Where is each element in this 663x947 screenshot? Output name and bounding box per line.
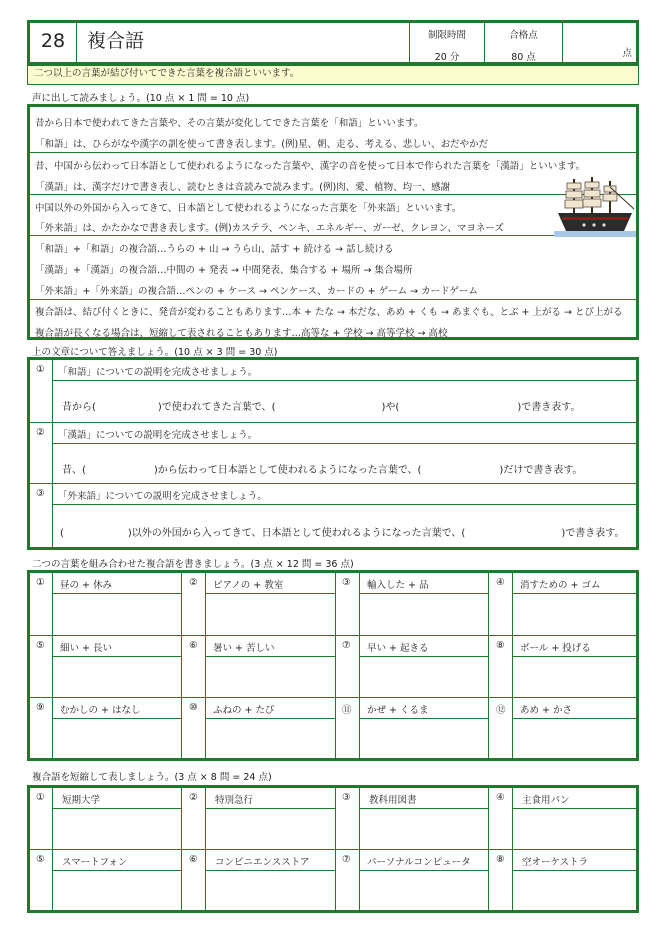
combine-4-text: 消すための + ゴム <box>520 580 601 591</box>
read-line-10: 複合語は、結び付くときに、発音が変わることもあります…本 + たな → 本だな、あめ + くも → あまぐも、とぶ + 上がる → とび上がる <box>35 307 623 318</box>
combine-6-text: 暑い + 苦しい <box>213 643 275 654</box>
question-1-number: ① <box>36 364 45 375</box>
shorten-4-text: 主食用パン <box>522 795 570 806</box>
question-2-number: ② <box>36 427 45 438</box>
shorten-2-text: 特別急行 <box>215 795 254 806</box>
question-3-prompt: 「外来語」についての説明を完成させましょう。 <box>58 491 267 502</box>
shorten-3-number: ③ <box>342 792 351 803</box>
question-1-sentence: 昔から( )で使われてきた言葉で、( )や( )で書き表す。 <box>62 402 581 413</box>
combine-heading: 二つの言葉を組み合わせた複合語を書きましょう。(3 点 × 12 問 = 36 点) <box>32 559 354 570</box>
shorten-8-number: ⑧ <box>496 854 505 865</box>
pass-score-value: 80 点 <box>511 52 536 63</box>
time-limit-label: 制限時間 <box>427 30 466 41</box>
combine-5-number: ⑤ <box>36 640 45 651</box>
combine-10-number: ⑩ <box>189 702 198 713</box>
shorten-8-text: 空オーケストラ <box>522 857 589 868</box>
shorten-5-text: スマートフォン <box>62 857 128 868</box>
read-heading: 声に出して読みましょう。(10 点 × 1 問 = 10 点) <box>32 93 250 104</box>
time-limit-cell <box>409 23 485 62</box>
shorten-7-number: ⑦ <box>342 854 351 865</box>
lesson-number: 28 <box>40 30 66 52</box>
combine-11-text: かぜ + くるま <box>367 705 429 716</box>
question-1-prompt: 「和語」についての説明を完成させましょう。 <box>58 367 258 378</box>
combine-7-text: 早い + 起きる <box>367 643 429 654</box>
combine-9-number: ⑨ <box>36 702 45 713</box>
combine-grid <box>27 570 639 761</box>
question-3-sentence: ( )以外の外国から入ってきて、日本語として使われるようになった言葉で、( )で書き表す。 <box>60 528 625 539</box>
combine-12-number: ⑫ <box>496 705 506 716</box>
combine-3-number: ③ <box>342 577 351 588</box>
score-cell[interactable] <box>563 23 636 62</box>
combine-8-text: ボール + 投げる <box>520 643 591 654</box>
shorten-6-text: コンビニエンスストア <box>215 857 310 868</box>
shorten-2-number: ② <box>189 792 198 803</box>
read-line-8: 「漢語」+「漢語」の複合語…中間の + 発表 → 中間発表、集合する + 場所 → 集合場所 <box>35 265 413 276</box>
pass-score-label: 合格点 <box>509 30 538 41</box>
time-limit-value: 20 分 <box>434 52 460 63</box>
answer-heading: 上の文章について答えましょう。(10 点 × 3 問 = 30 点) <box>32 347 278 358</box>
combine-4-number: ④ <box>496 577 505 588</box>
combine-9-text: むかしの + はなし <box>60 705 141 716</box>
read-line-4: 「漢語」は、漢字だけで書き表し、読むときは音読みで読みます。(例)肉、愛、植物、均一、感謝 <box>35 182 451 193</box>
read-line-7: 「和語」+「和語」の複合語…うらの + 山 → うら山、話す + 続ける → 話し続ける <box>35 244 394 255</box>
combine-7-number: ⑦ <box>342 640 351 651</box>
shorten-1-number: ① <box>36 792 45 803</box>
read-line-5: 中国以外の外国から入ってきて、日本語として使われるようになった言葉を「外来語」といいます。 <box>35 203 462 214</box>
page-title: 複合語 <box>87 30 145 52</box>
read-line-9: 「外来語」+「外来語」の複合語…ペンの + ケース → ペンケース、カードの + ゲーム → カードゲーム <box>35 286 478 297</box>
shorten-6-number: ⑥ <box>189 854 198 865</box>
combine-3-text: 輸入した + 品 <box>367 580 429 591</box>
read-line-1: 昔から日本で使われてきた言葉や、その言葉が変化してできた言葉を「和語」といいます。 <box>35 118 424 129</box>
shorten-grid <box>27 785 639 913</box>
question-2-sentence: 昔、( )から伝わって日本語として使われるようになった言葉で、( )だけで書き表す。 <box>62 465 583 476</box>
shorten-4-number: ④ <box>496 792 505 803</box>
lesson-number-cell <box>30 23 77 62</box>
answer-box <box>27 357 639 550</box>
read-box <box>27 104 639 340</box>
combine-5-text: 細い + 長い <box>60 643 112 654</box>
shorten-5-number: ⑤ <box>36 854 45 865</box>
combine-2-number: ② <box>189 577 198 588</box>
question-3-number: ③ <box>36 488 45 499</box>
score-unit: 点 <box>622 48 632 59</box>
combine-6-number: ⑥ <box>189 640 198 651</box>
combine-11-number: ⑪ <box>342 705 352 716</box>
combine-8-number: ⑧ <box>496 640 505 651</box>
combine-1-number: ① <box>36 577 45 588</box>
intro-banner: 二つ以上の言葉が結び付いてできた言葉を複合語といいます。 <box>27 65 639 85</box>
pass-score-cell <box>485 23 563 62</box>
combine-1-text: 昼の + 休み <box>60 580 112 591</box>
read-line-11: 複合語が長くなる場合は、短縮して表されることもあります…高等な + 学校 → 高等学校 → 高校 <box>35 328 448 339</box>
read-line-2: 「和語」は、ひらがなや漢字の訓を使って書き表します。(例)星、朝、走る、考える、悲しい、おだやかだ <box>35 139 489 150</box>
combine-12-text: あめ + かさ <box>520 705 572 716</box>
shorten-7-text: パーソナルコンピュータ <box>367 857 471 868</box>
shorten-1-text: 短期大学 <box>62 795 101 806</box>
combine-2-text: ピアノの + 教室 <box>213 580 284 591</box>
question-2-prompt: 「漢語」についての説明を完成させましょう。 <box>58 430 258 441</box>
shorten-3-text: 教科用図書 <box>369 795 417 806</box>
shorten-heading: 複合語を短縮して表しましょう。(3 点 × 8 問 = 24 点) <box>32 772 272 783</box>
read-line-6: 「外来語」は、かたかなで書き表します。(例)カステラ、ペンキ、エネルギー、ガーゼ、クレヨン、マヨネーズ <box>35 223 504 234</box>
ship-illustration <box>554 173 636 237</box>
read-line-3: 昔、中国から伝わって日本語として使われるようになった言葉や、漢字の音を使って日本で作られた言葉を「漢語」といいます。 <box>35 161 585 172</box>
combine-10-text: ふねの + たび <box>213 705 275 716</box>
